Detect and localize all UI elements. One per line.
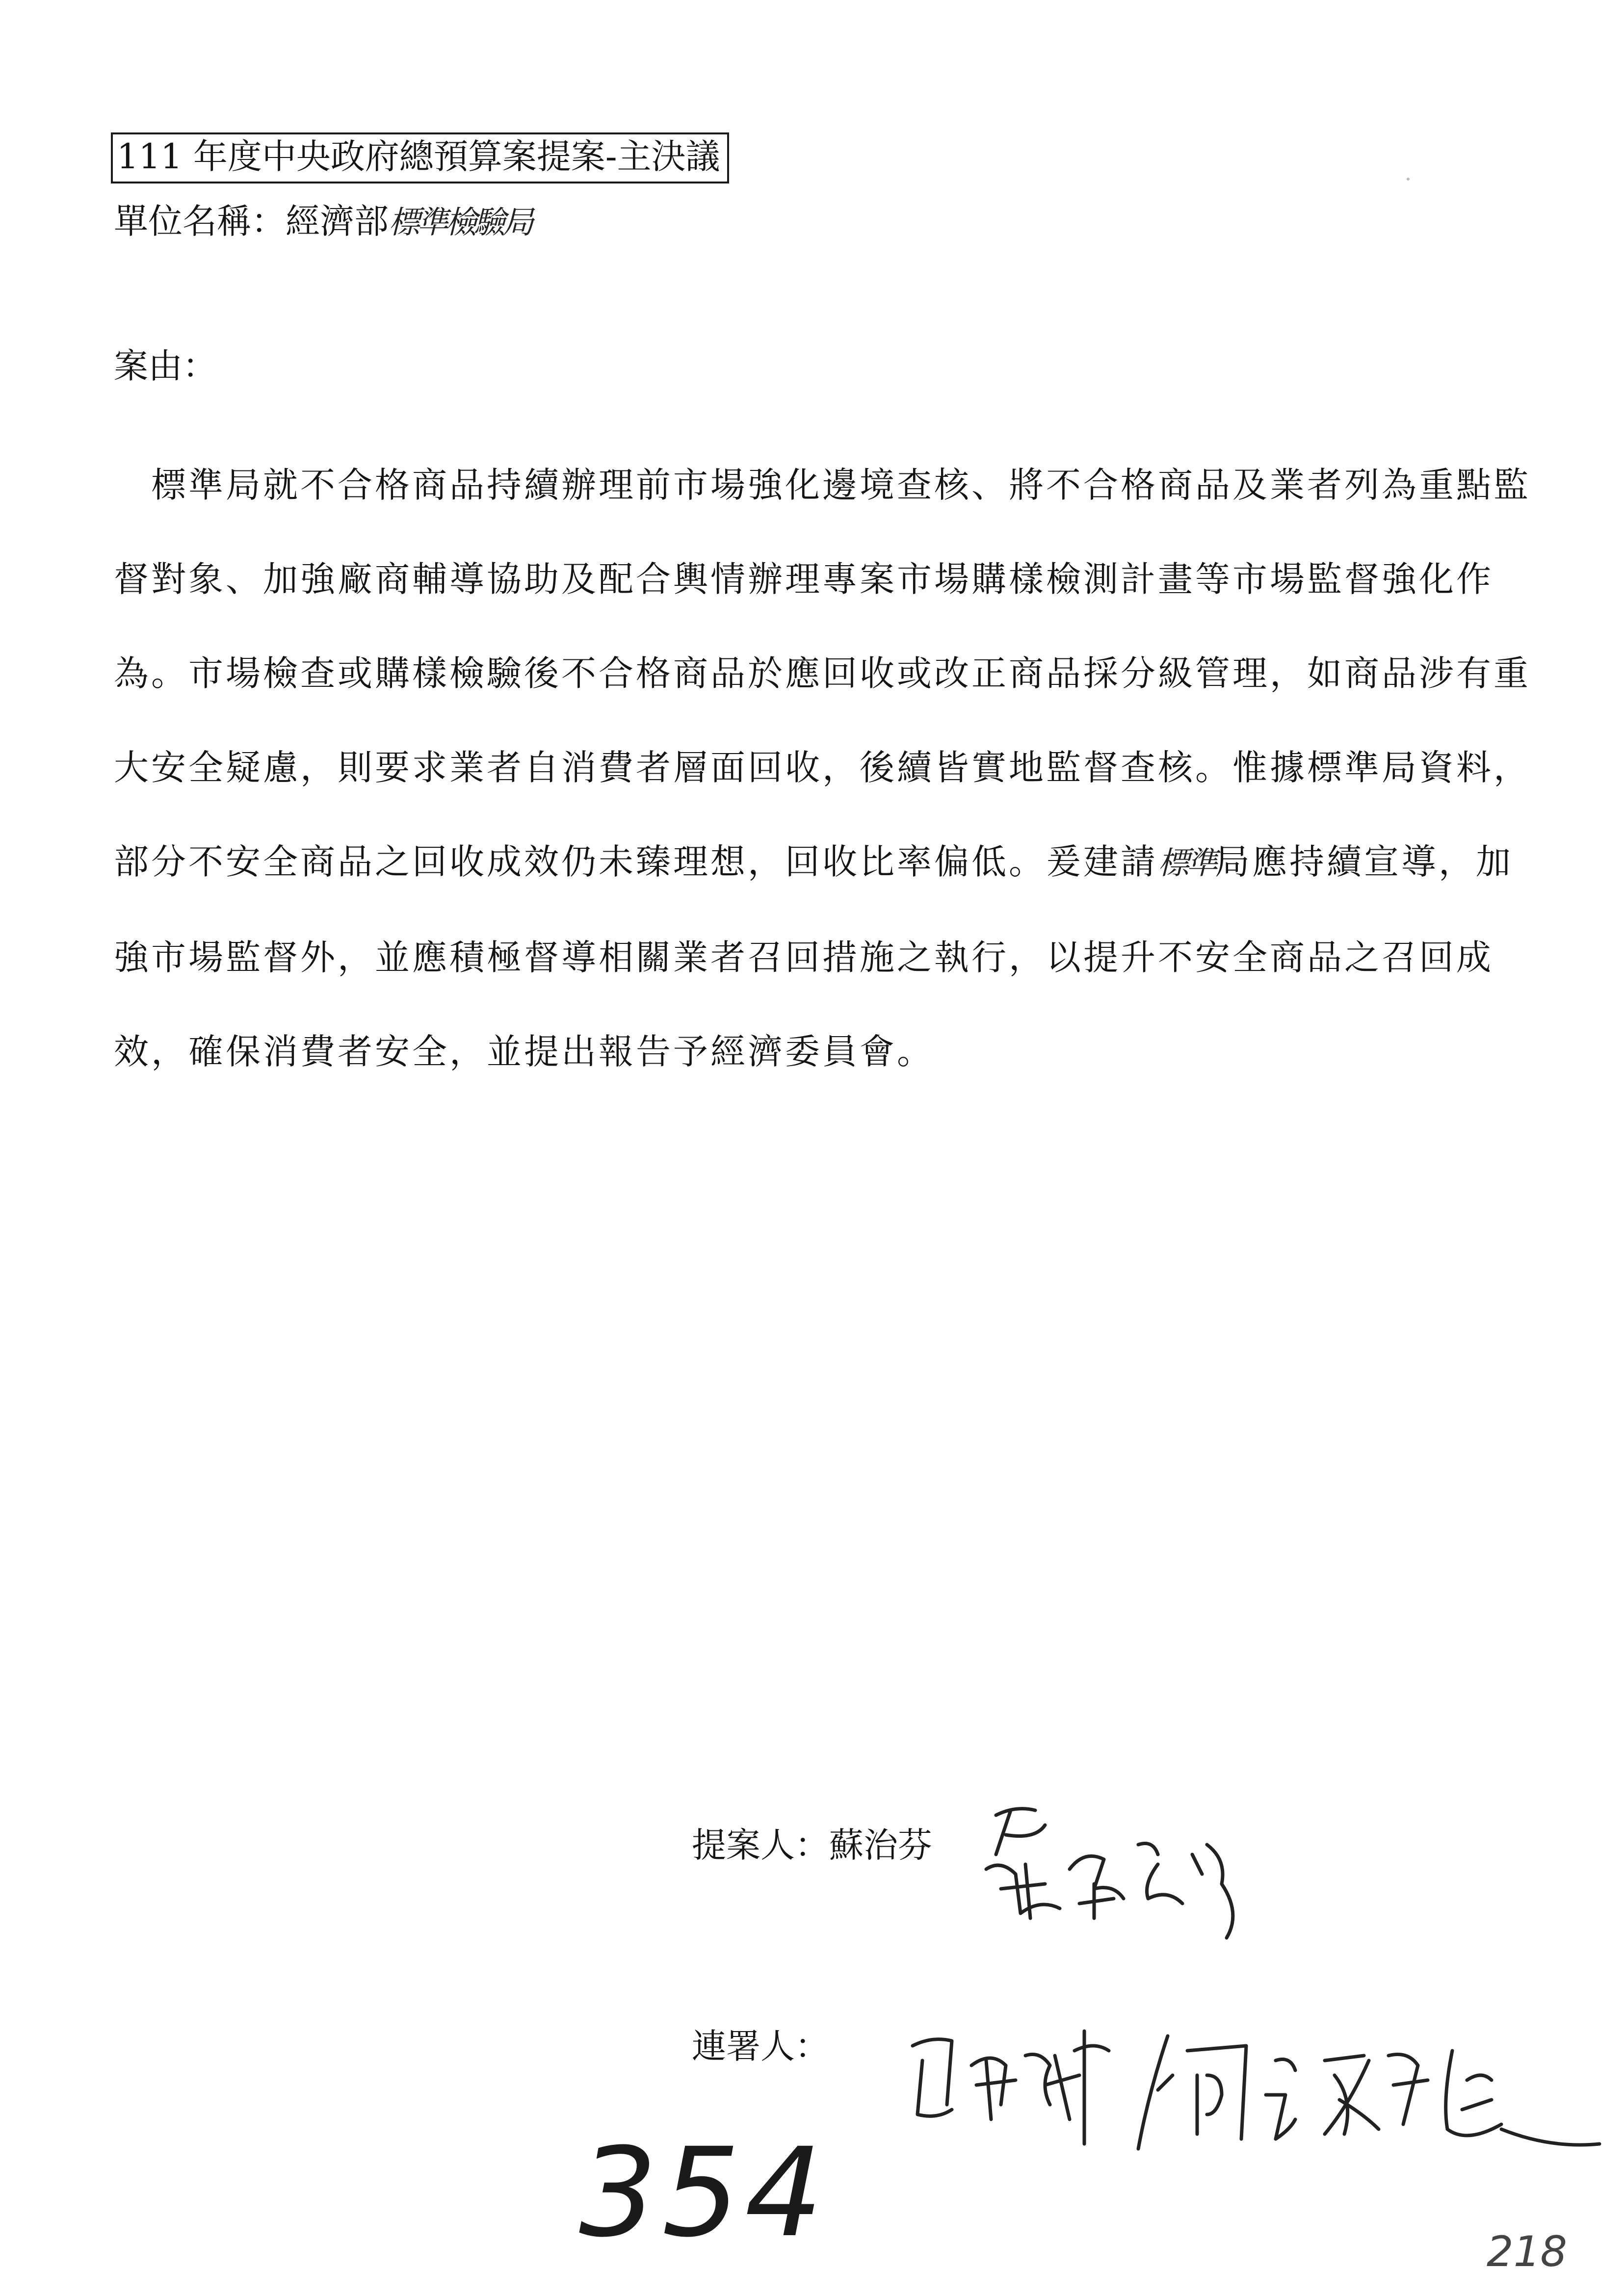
cosigner-signature-2 [1138, 2036, 1599, 2149]
reason-label: 案由： [114, 346, 217, 386]
small-page-number: 218 [1487, 2227, 1568, 2276]
unit-label: 單位名稱： [114, 201, 286, 241]
proposer-signature [986, 1809, 1233, 1938]
cosigner-signature-1 [913, 2031, 1109, 2144]
reason-handwritten-insert: 標準 [1158, 845, 1215, 882]
reason-text-part1: 標準局就不合格商品持續辦理前市場強化邊境查核、將不合格商品及業者列為重點監督對象、加強廠商輔導協助及配合輿情辦理專案市場購樣檢測計畫等市場監督強化作為。市場檢查或購樣檢驗後不合格商品於應回收或改正商品採分級管理，如商品涉有重大安全疑慮，則要求業者自消費者層面回收，後續皆實地監督查核。惟據標準局資料，部分不安全商品之回收成效仍未臻理想，回收比率偏低。爰建請 [114, 465, 1531, 882]
reason-paragraph [114, 438, 1537, 1099]
reason-text-part2: 局應持續宣導，加強市場監督外，並應積極督導相關業者召回措施之執行，以提升不安全商品之召回成效，確保消費者安全，並提出報告予經濟委員會。 [114, 841, 1514, 1072]
document-title [111, 132, 729, 183]
unit-handwritten: 標準檢驗局 [389, 205, 531, 241]
cosigner-line: 連署人： [692, 2026, 829, 2066]
document-title-text: 111 年度中央政府總預算案提案-主決議 [117, 136, 720, 177]
proposer-line: 提案人：蘇治芬 [692, 1825, 932, 1865]
stray-dot [1407, 178, 1410, 181]
unit-prefix: 經濟部 [286, 201, 389, 241]
unit-name-line [114, 201, 531, 243]
handwritten-page-number: 354 [579, 2121, 828, 2264]
